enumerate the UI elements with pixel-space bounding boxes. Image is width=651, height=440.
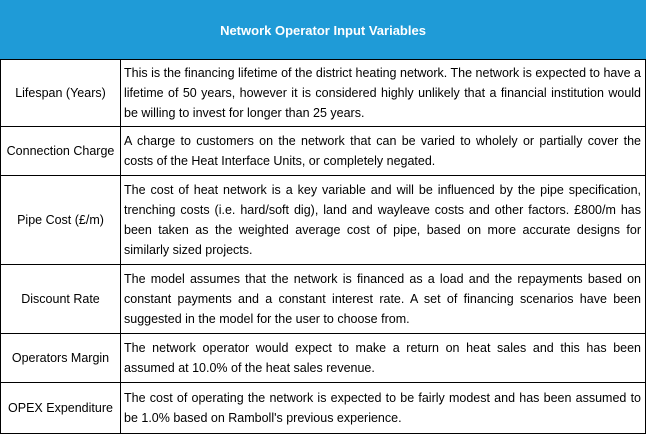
- table-row: [1, 127, 646, 176]
- table-row: [1, 176, 646, 265]
- table-row: [1, 265, 646, 334]
- table-row: [1, 60, 646, 127]
- table-row: [1, 334, 646, 383]
- table-title: Network Operator Input Variables: [1, 1, 646, 60]
- row-description-lifespan: This is the financing lifetime of the district heating network. The network is expected to have a lifetime of 50 years, however it is considered highly unlikely that a financial institution would be willing to invest for longer than 25 years.: [121, 60, 646, 127]
- row-label-discount-rate: Discount Rate: [1, 265, 121, 334]
- row-label-pipe-cost: Pipe Cost (£/m): [1, 176, 121, 265]
- row-description-discount-rate: The model assumes that the network is financed as a load and the repayments based on constant payments and a constant interest rate. A set of financing scenarios have been suggested in the model for the user to choose from.: [121, 265, 646, 334]
- table-header-row: [1, 1, 646, 60]
- table-row: [1, 383, 646, 434]
- row-label-opex-expenditure: OPEX Expenditure: [1, 383, 121, 434]
- row-description-connection-charge: A charge to customers on the network that can be varied to wholely or partially cover the costs of the Heat Interface Units, or completely negated.: [121, 127, 646, 176]
- row-description-opex-expenditure: The cost of operating the network is expected to be fairly modest and has been assumed to be 1.0% based on Ramboll's previous experience.: [121, 383, 646, 434]
- row-label-connection-charge: Connection Charge: [1, 127, 121, 176]
- row-label-operators-margin: Operators Margin: [1, 334, 121, 383]
- row-description-operators-margin: The network operator would expect to make a return on heat sales and this has been assumed at 10.0% of the heat sales revenue.: [121, 334, 646, 383]
- row-description-pipe-cost: The cost of heat network is a key variable and will be influenced by the pipe specification, trenching costs (i.e. hard/soft dig), land and wayleave costs and other factors. £800/m has been taken as the weighted average cost of pipe, based on more accurate designs for similarly sized projects.: [121, 176, 646, 265]
- row-label-lifespan: Lifespan (Years): [1, 60, 121, 127]
